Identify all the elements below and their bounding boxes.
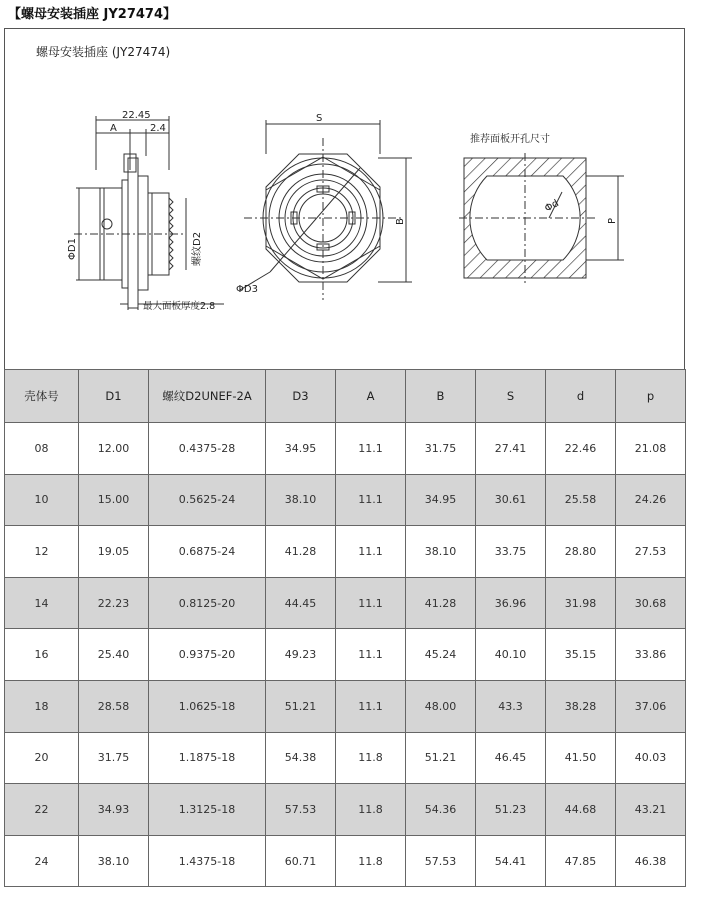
table-cell: 11.8 [336, 784, 406, 836]
header-b: B [406, 370, 476, 423]
table-cell: 41.28 [406, 577, 476, 629]
table-cell: 41.28 [266, 526, 336, 578]
b-label: B [395, 218, 406, 225]
drawing-title: 螺母安装插座 (JY27474) [36, 45, 171, 59]
cutout-p-label: P [607, 217, 618, 224]
table-cell: 38.10 [266, 474, 336, 526]
table-cell: 11.8 [336, 732, 406, 784]
table-cell: 27.53 [616, 526, 686, 578]
table-cell: 30.68 [616, 577, 686, 629]
table-cell: 46.45 [476, 732, 546, 784]
dim-flange-label: 2.4 [150, 123, 166, 134]
table-cell: 34.93 [79, 784, 149, 836]
table-cell: 11.8 [336, 835, 406, 887]
table-cell: 35.15 [546, 629, 616, 681]
header-thread-d2: 螺纹D2UNEF-2A [149, 370, 266, 423]
table-cell: 38.28 [546, 680, 616, 732]
table-cell: 31.75 [406, 423, 476, 475]
s-label: S [316, 113, 323, 124]
table-cell: 34.95 [266, 423, 336, 475]
table-cell: 46.38 [616, 835, 686, 887]
table-cell: 22 [5, 784, 79, 836]
table-cell: 51.21 [266, 680, 336, 732]
table-cell: 11.1 [336, 423, 406, 475]
technical-drawing [4, 28, 685, 369]
table-cell: 40.03 [616, 732, 686, 784]
table-row [5, 629, 686, 681]
front-view [240, 120, 412, 300]
table-row [5, 423, 686, 475]
table-cell: 0.6875-24 [149, 526, 266, 578]
table-cell: 28.58 [79, 680, 149, 732]
table-cell: 51.21 [406, 732, 476, 784]
table-cell: 1.3125-18 [149, 784, 266, 836]
table-cell: 47.85 [546, 835, 616, 887]
table-cell: 0.9375-20 [149, 629, 266, 681]
table-cell: 31.98 [546, 577, 616, 629]
header-a: A [336, 370, 406, 423]
table-cell: 1.1875-18 [149, 732, 266, 784]
table-row [5, 526, 686, 578]
table-cell: 45.24 [406, 629, 476, 681]
cutout-d-label: Φd [543, 197, 561, 215]
spec-table [4, 369, 686, 887]
table-cell: 51.23 [476, 784, 546, 836]
table-cell: 14 [5, 577, 79, 629]
table-cell: 60.71 [266, 835, 336, 887]
table-cell: 19.05 [79, 526, 149, 578]
table-cell: 31.75 [79, 732, 149, 784]
table-cell: 36.96 [476, 577, 546, 629]
table-cell: 1.0625-18 [149, 680, 266, 732]
table-cell: 11.1 [336, 680, 406, 732]
d1-label: ΦD1 [67, 238, 78, 260]
table-cell: 34.95 [406, 474, 476, 526]
side-view [74, 116, 224, 310]
table-cell: 10 [5, 474, 79, 526]
page-title: 【螺母安装插座 JY27474】 [8, 7, 177, 22]
table-cell: 57.53 [266, 784, 336, 836]
table-cell: 0.4375-28 [149, 423, 266, 475]
header-d3: D3 [266, 370, 336, 423]
table-cell: 11.1 [336, 474, 406, 526]
table-cell: 43.21 [616, 784, 686, 836]
d3-label: ΦD3 [236, 284, 258, 295]
table-cell: 54.36 [406, 784, 476, 836]
table-cell: 38.10 [79, 835, 149, 887]
table-cell: 44.45 [266, 577, 336, 629]
table-cell: 43.3 [476, 680, 546, 732]
cutout-view [459, 153, 624, 283]
table-cell: 48.00 [406, 680, 476, 732]
table-cell: 22.23 [79, 577, 149, 629]
table-row [5, 680, 686, 732]
table-cell: 38.10 [406, 526, 476, 578]
table-cell: 0.8125-20 [149, 577, 266, 629]
table-cell: 28.80 [546, 526, 616, 578]
table-cell: 44.68 [546, 784, 616, 836]
table-cell: 18 [5, 680, 79, 732]
table-cell: 12 [5, 526, 79, 578]
table-cell: 15.00 [79, 474, 149, 526]
dim-total-label: 22.45 [122, 110, 151, 121]
table-cell: 21.08 [616, 423, 686, 475]
table-cell: 16 [5, 629, 79, 681]
dim-a-label: A [110, 123, 117, 134]
table-cell: 41.50 [546, 732, 616, 784]
table-cell: 40.10 [476, 629, 546, 681]
table-cell: 37.06 [616, 680, 686, 732]
d2-label: 螺纹D2 [192, 231, 203, 266]
table-cell: 25.58 [546, 474, 616, 526]
table-cell: 22.46 [546, 423, 616, 475]
header-d: d [546, 370, 616, 423]
table-row [5, 474, 686, 526]
table-cell: 12.00 [79, 423, 149, 475]
table-header-row [5, 370, 686, 423]
header-d1: D1 [79, 370, 149, 423]
table-cell: 25.40 [79, 629, 149, 681]
header-s: S [476, 370, 546, 423]
table-cell: 08 [5, 423, 79, 475]
table-cell: 49.23 [266, 629, 336, 681]
header-shell-size: 壳体号 [5, 370, 79, 423]
table-cell: 54.41 [476, 835, 546, 887]
table-row [5, 784, 686, 836]
table-cell: 57.53 [406, 835, 476, 887]
header-p: p [616, 370, 686, 423]
table-cell: 30.61 [476, 474, 546, 526]
table-cell: 11.1 [336, 526, 406, 578]
table-cell: 0.5625-24 [149, 474, 266, 526]
table-cell: 24.26 [616, 474, 686, 526]
cutout-title: 推荐面板开孔尺寸 [470, 134, 550, 145]
table-cell: 33.75 [476, 526, 546, 578]
table-cell: 33.86 [616, 629, 686, 681]
table-cell: 20 [5, 732, 79, 784]
table-cell: 1.4375-18 [149, 835, 266, 887]
table-cell: 27.41 [476, 423, 546, 475]
panel-thickness-label: 最大面板厚度2.8 [143, 301, 216, 312]
table-row [5, 577, 686, 629]
table-cell: 11.1 [336, 629, 406, 681]
table-cell: 11.1 [336, 577, 406, 629]
table-cell: 24 [5, 835, 79, 887]
table-cell: 54.38 [266, 732, 336, 784]
table-row [5, 835, 686, 887]
table-row [5, 732, 686, 784]
